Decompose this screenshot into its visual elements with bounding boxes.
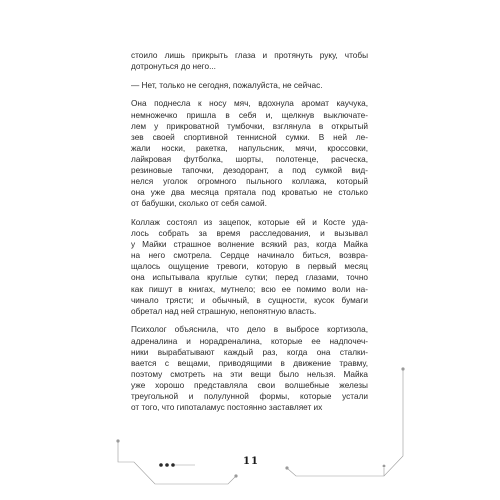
text-line: лем у прикроватной тумбочки, взглянула в открытый [131, 121, 368, 131]
text-line: уже хорошо представляла свои волшебные железы [131, 380, 368, 390]
text-line: чинало трясти; и обычный, в сущности, кусок бумаги [131, 295, 368, 305]
ellipsis-dot [159, 463, 163, 467]
page-number: 11 [243, 456, 259, 467]
text-line: на него смотрела. Сердце начинало биться, возвра- [131, 251, 368, 261]
ellipsis-dot [165, 463, 169, 467]
text-line: нелся уголок огромного пыльного коллажа, который [131, 177, 368, 187]
text-line: от бабушки, сколько от себя самой. [131, 199, 267, 209]
text-line: — Нет, только не сегодня, пожалуйста, не сейчас. [131, 80, 323, 90]
text-line: ники вырабатывают каждый раз, когда она сталки- [131, 347, 368, 357]
text-line: у Майки страшное волнение всякий раз, когда Майка [131, 240, 368, 250]
text-line: щалось ощущение тревоги, которую в первый месяц [131, 262, 368, 272]
text-line: стоило лишь прикрыть глаза и протянуть руку, чтобы [131, 51, 368, 60]
text-line: жали носки, ракетка, напульсник, мячи, кроссовки, [131, 143, 368, 153]
left-circuit-line [118, 442, 235, 484]
text-line: как пишут в книгах, мутнело; всю ее помимо воли на- [131, 284, 368, 294]
right-circuit-node [401, 367, 404, 370]
ellipsis-dot [171, 463, 175, 467]
text-line: немножечко пришла в себя и, щелкнув выключате- [131, 110, 368, 120]
text-line: Она поднесла к носу мяч, вдохнула аромат каучука, [131, 99, 368, 109]
text-line: она уже два месяца прятала под кроватью не столько [131, 188, 368, 198]
text-line: зев своей спортивной теннисной сумки. В ней ле- [131, 132, 368, 142]
text-line: она испытывала круглые сутки; перед глазами, точно [131, 273, 368, 283]
right-circuit-line [288, 370, 403, 476]
text-line: дотронуться до него... [131, 62, 216, 72]
text-line: Психолог объяснила, что дело в выбросе кортизола, [131, 325, 368, 335]
text-line: вается с вещами, приводящими в движение травму, [131, 358, 368, 368]
text-line: обретал над ней страшную, непонятную власть. [131, 306, 317, 316]
text-line: лось собрать за время расследования, и вызывал [131, 229, 368, 239]
left-circuit-end-node [234, 474, 237, 477]
text-line: поэтому смотреть на эти вещи было нельзя. Майка [131, 369, 368, 379]
text-line: лайкровая футболка, шорты, полотенце, расческа, [131, 154, 368, 164]
right-circuit-end-node [285, 466, 288, 469]
text-line: треугольной и полулунной формы, которые устали [131, 392, 368, 401]
text-line: Коллаж состоял из зацепок, которые ей и Косте уда- [131, 218, 368, 227]
text-line: резиновые тапочки, дезодорант, а под сумкой вид- [131, 166, 368, 176]
right-circuit-small-node [383, 465, 386, 468]
text-line: адреналина и норадреналина, которые ее надпочеч- [131, 336, 368, 346]
text-line: от того, что гипоталамус постоянно заставляет их [131, 403, 323, 413]
left-circuit-node [116, 439, 119, 442]
